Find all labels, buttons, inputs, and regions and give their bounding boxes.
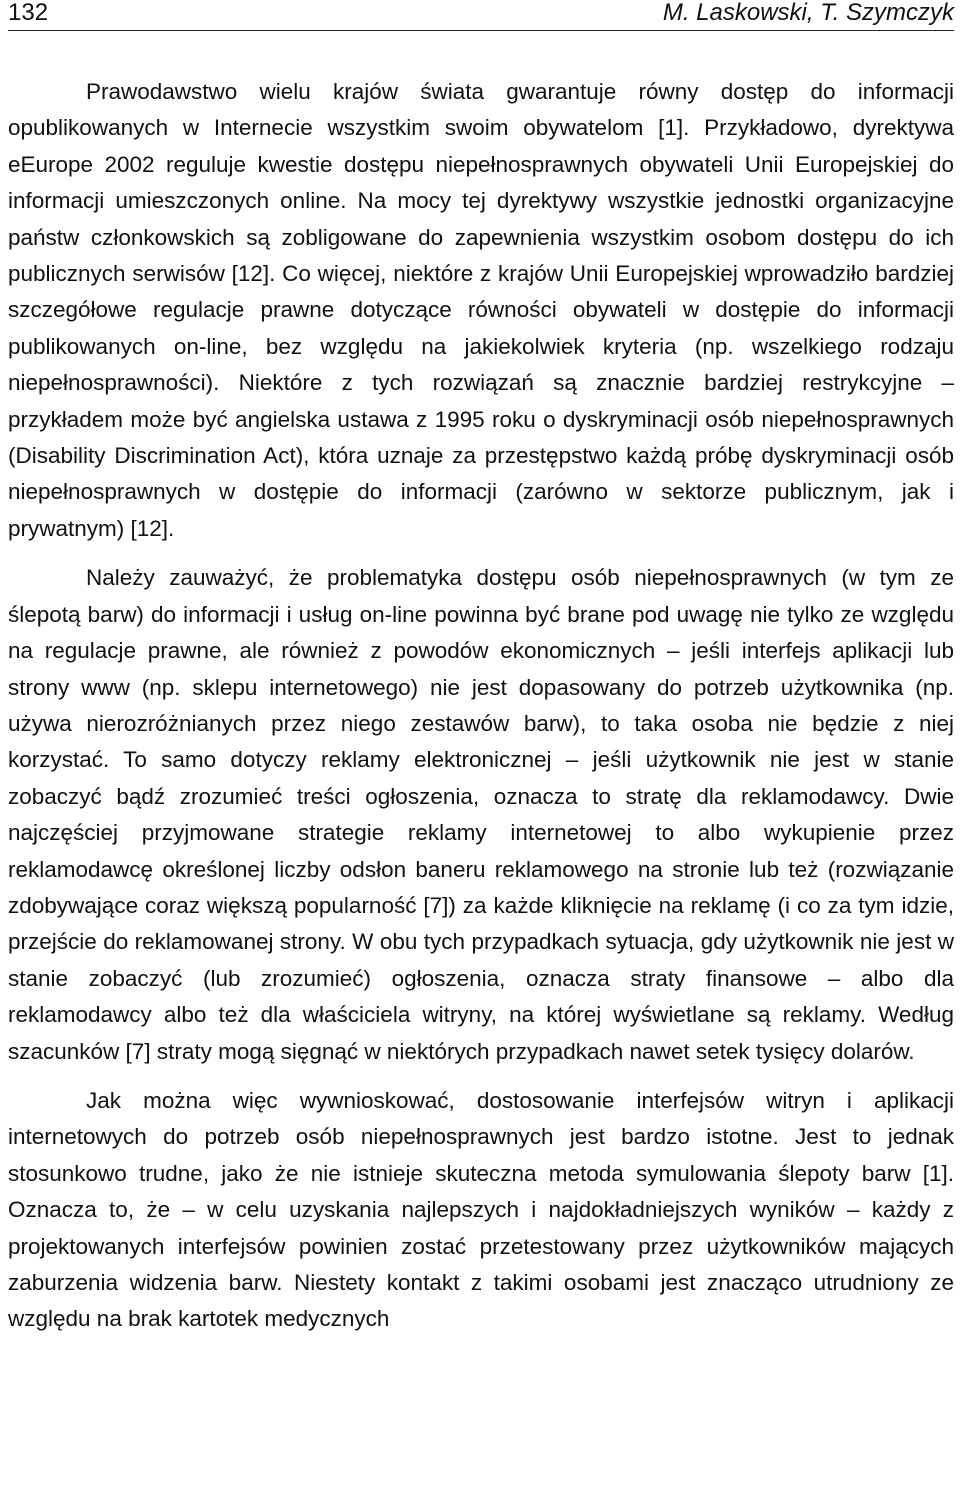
paragraph: Prawodawstwo wielu krajów świata gwarantuje równy dostęp do informacji opublikowanych w Internecie wszystkim swoim obywatelom [1]. Przykładowo, dyrektywa eEurope 2002 reguluje kwestie dostępu niepełnosprawnych obywateli Unii Europejskiej do informacji umieszczonych online. Na mocy tej dyrektywy wszystkie jednostki organizacyjne państw członkowskich są zobligowane do zapewnienia wszystkim osobom dostępu do ich publicznych serwisów [12]. Co więcej, niektóre z krajów Unii Europejskiej wprowadziło bardziej szczegółowe regulacje prawne dotyczące równości obywateli w dostępie do informacji publikowanych on-line, bez względu na jakiekolwiek kryteria (np. wszelkiego rodzaju niepełnosprawności). Niektóre z tych rozwiązań są znacznie bardziej restrykcyjne – przykładem może być angielska ustawa z 1995 roku o dyskryminacji osób niepełnosprawnych (Disability Discrimination Act), która uznaje za przestępstwo każdą próbę dyskryminacji osób niepełnosprawnych w dostępie do informacji (zarówno w sektorze publicznym, jak i prywatnym) [12]. — [8, 79, 954, 541]
body-text — [8, 74, 954, 1338]
paragraph: Jak można więc wywnioskować, dostosowanie interfejsów witryn i aplikacji internetowych do potrzeb osób niepełnosprawnych jest bardzo istotne. Jest to jednak stosunkowo trudne, jako że nie istnieje skuteczna metoda symulowania ślepoty barw [1]. Oznacza to, że – w celu uzyskania najlepszych i najdokładniejszych wyników – każdy z projektowanych interfejsów powinien zostać przetestowany przez użytkowników mających zaburzenia widzenia barw. Niestety kontakt z takimi osobami jest znacząco utrudniony ze względu na brak kartotek medycznych — [8, 1087, 954, 1332]
paragraph: Należy zauważyć, że problematyka dostępu osób niepełnosprawnych (w tym ze ślepotą barw) do informacji i usług on-line powinna być brane pod uwagę nie tylko ze względu na regulacje prawne, ale również z powodów ekonomicznych – jeśli interfejs aplikacji lub strony www (np. sklepu internetowego) nie jest dopasowany do potrzeb użytkownika (np. używa nierozróżnianych przez niego zestawów barw), to taka osoba nie będzie z niej korzystać. To samo dotyczy reklamy elektronicznej – jeśli użytkownik nie jest w stanie zobaczyć bądź zrozumieć treści ogłoszenia, oznacza to stratę dla reklamodawcy. Dwie najczęściej przyjmowane strategie reklamy internetowej to albo wykupienie przez reklamodawcę określonej liczby odsłon baneru reklamowego na stronie lub też (rozwiązanie zdobywające coraz większą popularność [7]) za każde kliknięcie na reklamę (i co za tym idzie, przejście do reklamowanej strony. W obu tych przypadkach sytuacja, gdy użytkownik nie jest w stanie zobaczyć (lub zrozumieć) ogłoszenia, oznacza straty finansowe – albo dla reklamodawcy albo też dla właściciela witryny, na której wyświetlane są reklamy. Według szacunków [7] straty mogą sięgnąć w niektórych przypadkach nawet setek tysięcy dolarów. — [8, 565, 954, 1064]
running-header-authors: M. Laskowski, T. Szymczyk — [662, 0, 954, 26]
page-number: 132 — [8, 0, 49, 26]
running-header — [8, 0, 954, 31]
